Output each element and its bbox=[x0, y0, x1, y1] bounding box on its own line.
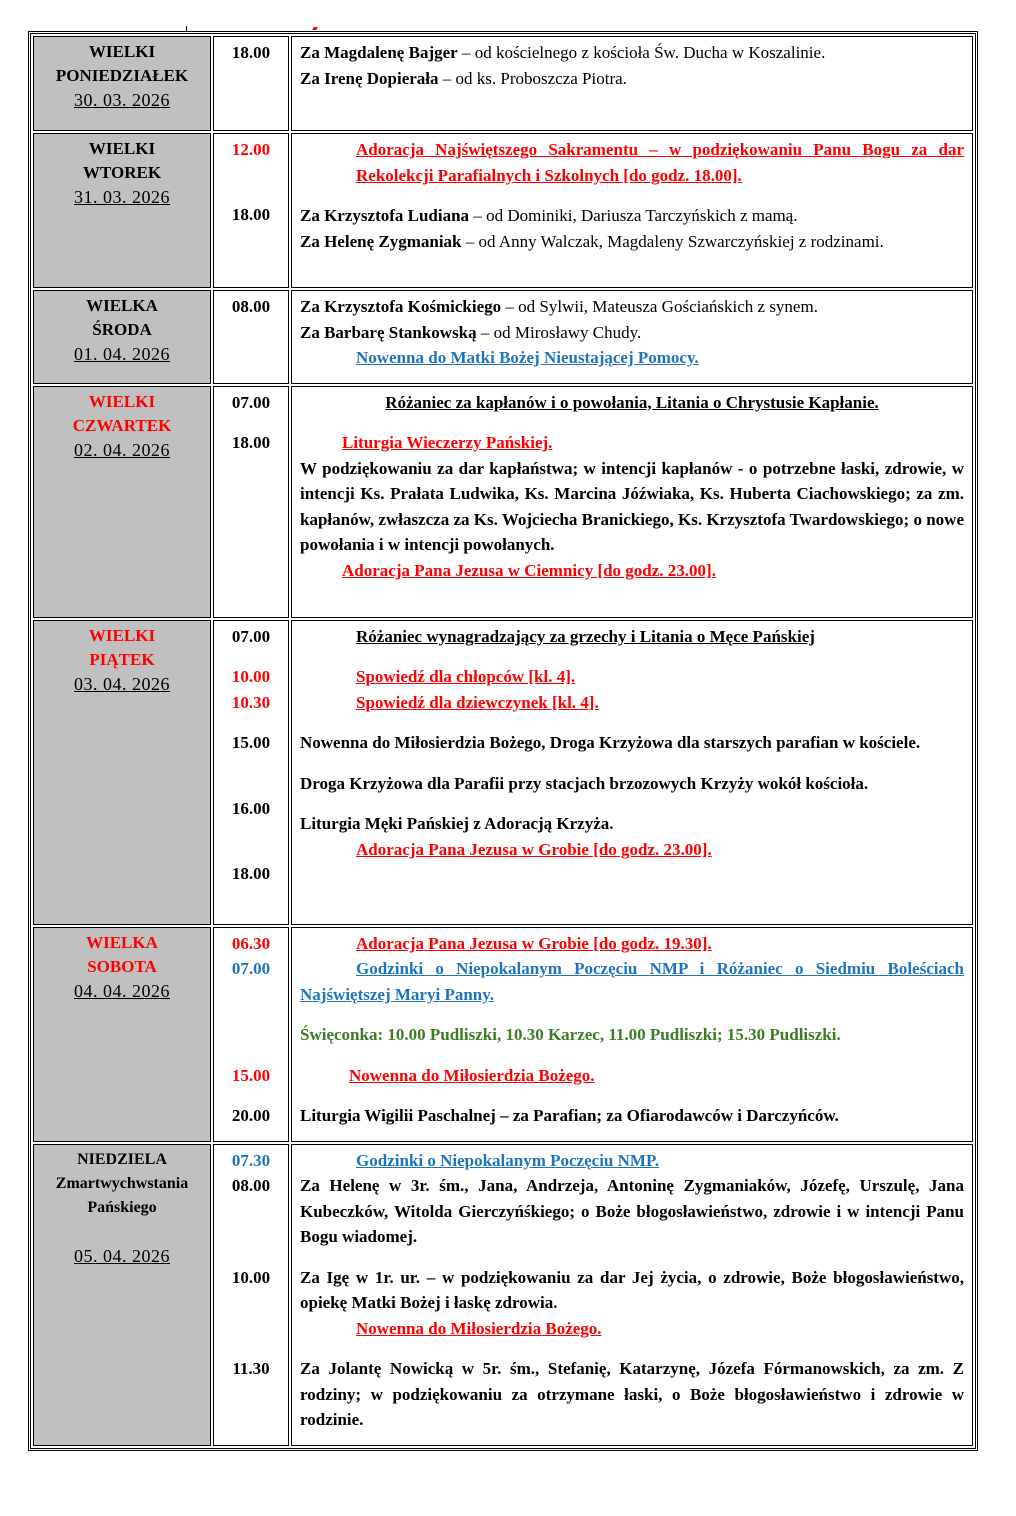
stations-of-cross-text: Droga Krzyżowa dla Parafii przy stacjach brzozowych Krzyży wokół kościoła. bbox=[300, 773, 869, 793]
mass-1130-text: Za Jolantę Nowicką w 5r. śm., Stefanię, Katarzynę, Józefa Fórmanowskich, za zm. Z rodziny; w podziękowaniu za otrzymane łaski, o Boże błogosławieństwo i zdrowie w rodzinie. bbox=[300, 1359, 964, 1429]
day-date: 31. 03. 2026 bbox=[74, 187, 170, 207]
intentions-cell bbox=[291, 290, 973, 384]
day-date: 05. 04. 2026 bbox=[74, 1245, 170, 1266]
intention-line: Za Barbarę Stankowską – od Mirosławy Chudy. bbox=[300, 322, 642, 342]
intention-line: Za Krzysztofa Ludiana – od Dominiki, Dariusza Tarczyńskich z mamą. bbox=[300, 206, 798, 225]
day-name: CZWARTEK bbox=[72, 415, 172, 435]
time-cell bbox=[213, 290, 289, 384]
day-date: 01. 04. 2026 bbox=[74, 344, 170, 364]
day-name: SOBOTA bbox=[87, 956, 157, 976]
mass-1000-text: Za Igę w 1r. ur. – w podziękowaniu za dar Jej życia, o zdrowie, Boże błogosławieństwo, opiekę Matki Bożej i łaskę zdrowia. bbox=[300, 1267, 964, 1312]
time-slot: 08.00 bbox=[231, 1176, 271, 1195]
mass-intentions-table bbox=[28, 31, 978, 1451]
intention-line: Za Magdalenę Bajger – od kościelnego z kościoła Św. Ducha w Koszalinie. bbox=[300, 43, 826, 62]
time-slot: 07.30 bbox=[231, 1150, 271, 1170]
time-slot: 18.00 bbox=[231, 205, 271, 224]
time-cell bbox=[213, 927, 289, 1142]
intentions-cell bbox=[291, 620, 973, 925]
intentions-cell bbox=[291, 1144, 973, 1446]
adoration-text: Adoracja Pana Jezusa w Grobie [do godz. 19.30]. bbox=[356, 933, 712, 953]
intentions-cell bbox=[291, 36, 973, 131]
time-slot: 06.30 bbox=[231, 933, 271, 953]
intentions-cell bbox=[291, 927, 973, 1142]
day-name: ŚRODA bbox=[92, 320, 152, 339]
day-cell-monday bbox=[33, 36, 211, 131]
page-artifact-mark-red bbox=[312, 27, 318, 30]
day-name: WIELKA bbox=[86, 932, 158, 952]
day-cell-thursday bbox=[33, 386, 211, 618]
time-cell bbox=[213, 1144, 289, 1446]
time-slot: 08.00 bbox=[231, 297, 271, 316]
time-slot: 18.00 bbox=[231, 43, 271, 62]
day-name: Pańskiego bbox=[87, 1198, 157, 1216]
time-slot: 18.00 bbox=[231, 433, 271, 452]
day-date: 04. 04. 2026 bbox=[74, 980, 170, 1001]
intention-line: Za Helenę Zygmaniak – od Anny Walczak, Magdaleny Szwarczyńskiej z rodzinami. bbox=[300, 231, 884, 251]
day-name: WIELKI bbox=[88, 391, 156, 411]
day-name: PONIEDZIAŁEK bbox=[55, 66, 189, 85]
intention-line: Za Krzysztofa Kośmickiego – od Sylwii, Mateusza Gościańskich z synem. bbox=[300, 297, 818, 316]
day-name: WIELKI bbox=[88, 139, 156, 158]
day-cell-tuesday bbox=[33, 133, 211, 288]
intentions-cell bbox=[291, 133, 973, 288]
day-name: NIEDZIELA bbox=[77, 1150, 167, 1168]
time-slot: 18.00 bbox=[231, 864, 271, 883]
adoration-text: Adoracja Pana Jezusa w Grobie [do godz. 23.00]. bbox=[356, 839, 712, 859]
confession-boys-text: Spowiedź dla chłopców [kl. 4]. bbox=[356, 667, 576, 686]
vigil-text: Liturgia Wigilii Paschalnej – za Parafian; za Ofiarodawców i Darczyńców. bbox=[300, 1106, 839, 1125]
time-slot: 15.00 bbox=[231, 1065, 271, 1085]
time-slot: 11.30 bbox=[232, 1359, 270, 1378]
time-cell bbox=[213, 386, 289, 618]
day-cell-saturday bbox=[33, 927, 211, 1142]
adoration-text: Adoracja Pana Jezusa w Ciemnicy [do godz. 23.00]. bbox=[342, 560, 716, 580]
intention-text: W podziękowaniu za dar kapłaństwa; w intencji kapłanów - o potrzebne łaski, zdrowie, w intencji Ks. Prałata Ludwika, Ks. Marcina Jóźwiaka, Ks. Huberta Ciachowskiego; za zm. kapłanów, zwłaszcza za Ks. Wojciecha Branickiego, Ks. Krzysztofa Twardowskiego; o nowe powołania i w intencji powołanych. bbox=[300, 458, 964, 554]
table-row-saturday bbox=[33, 927, 973, 1142]
table-row-wednesday bbox=[33, 290, 973, 384]
hours-text: Godzinki o Niepokalanym Poczęciu NMP. bbox=[356, 1150, 660, 1170]
rosary-text: Różaniec wynagradzający za grzechy i Litania o Męce Pańskiej bbox=[356, 626, 815, 646]
adoration-text: Adoracja Najświętszego Sakramentu – w podziękowaniu Panu Bogu za dar Rekolekcji Parafialnych i Szkolnych [do godz. 18.00]. bbox=[356, 140, 964, 185]
day-date: 30. 03. 2026 bbox=[74, 90, 170, 110]
time-slot: 15.00 bbox=[231, 733, 271, 752]
day-name: WIELKI bbox=[88, 42, 156, 61]
time-slot: 10.00 bbox=[231, 667, 271, 686]
intention-line: Za Irenę Dopierała – od ks. Proboszcza Piotra. bbox=[300, 68, 627, 88]
rosary-text: Różaniec za kapłanów i o powołania, Litania o Chrystusie Kapłanie. bbox=[385, 392, 879, 412]
table-row-thursday bbox=[33, 386, 973, 618]
table-row-sunday bbox=[33, 1144, 973, 1446]
liturgy-text: Liturgia Wieczerzy Pańskiej. bbox=[342, 433, 553, 452]
day-name: WIELKI bbox=[88, 625, 156, 645]
novena-text: Nowenna do Miłosierdzia Bożego. bbox=[356, 1318, 602, 1338]
day-name: WTOREK bbox=[82, 163, 162, 182]
time-cell bbox=[213, 620, 289, 925]
day-date: 02. 04. 2026 bbox=[74, 439, 170, 460]
table-row-friday bbox=[33, 620, 973, 925]
day-name: WIELKA bbox=[86, 296, 158, 315]
time-slot: 07.00 bbox=[231, 959, 271, 978]
food-blessing-text: Święconka: 10.00 Pudliszki, 10.30 Karzec, 11.00 Pudliszki; 15.30 Pudliszki. bbox=[300, 1025, 841, 1044]
hours-text: Godzinki o Niepokalanym Poczęciu NMP i Różaniec o Siedmiu Boleściach Najświętszej Maryi Panny. bbox=[300, 959, 964, 1004]
day-cell-wednesday bbox=[33, 290, 211, 384]
time-slot: 10.00 bbox=[231, 1267, 271, 1287]
time-cell bbox=[213, 36, 289, 131]
day-cell-sunday bbox=[33, 1144, 211, 1446]
mass-0800-text: Za Helenę w 3r. śm., Jana, Andrzeja, Antoninę Zygmaniaków, Józefę, Urszulę, Jana Kubeczków, Witolda Gierczyńśkiego; o Boże błogosławieństwo, zdrowie i w intencji Panu Bogu wiadomej. bbox=[300, 1176, 964, 1246]
time-slot: 07.00 bbox=[231, 392, 271, 412]
day-name: Zmartwychwstania bbox=[55, 1174, 189, 1192]
time-slot: 16.00 bbox=[231, 798, 271, 818]
table-row-tuesday bbox=[33, 133, 973, 288]
intentions-cell bbox=[291, 386, 973, 618]
table-row-monday bbox=[33, 36, 973, 131]
time-slot: 20.00 bbox=[231, 1106, 271, 1125]
day-date: 03. 04. 2026 bbox=[74, 673, 170, 694]
time-cell bbox=[213, 133, 289, 288]
time-slot: 12.00 bbox=[231, 140, 271, 159]
day-name: PIĄTEK bbox=[89, 649, 155, 669]
novena-text: Nowenna do Miłosierdzia Bożego. bbox=[349, 1065, 595, 1085]
novena-text: Nowenna do Miłosierdzia Bożego, Droga Krzyżowa dla starszych parafian w kościele. bbox=[300, 733, 921, 752]
time-slot: 07.00 bbox=[231, 626, 271, 646]
liturgy-text: Liturgia Męki Pańskiej z Adoracją Krzyża. bbox=[300, 814, 614, 833]
time-slot: 10.30 bbox=[231, 692, 271, 712]
confession-girls-text: Spowiedź dla dziewczynek [kl. 4]. bbox=[356, 692, 599, 712]
day-cell-friday bbox=[33, 620, 211, 925]
novena-text: Nowenna do Matki Bożej Nieustającej Pomocy. bbox=[356, 348, 699, 367]
